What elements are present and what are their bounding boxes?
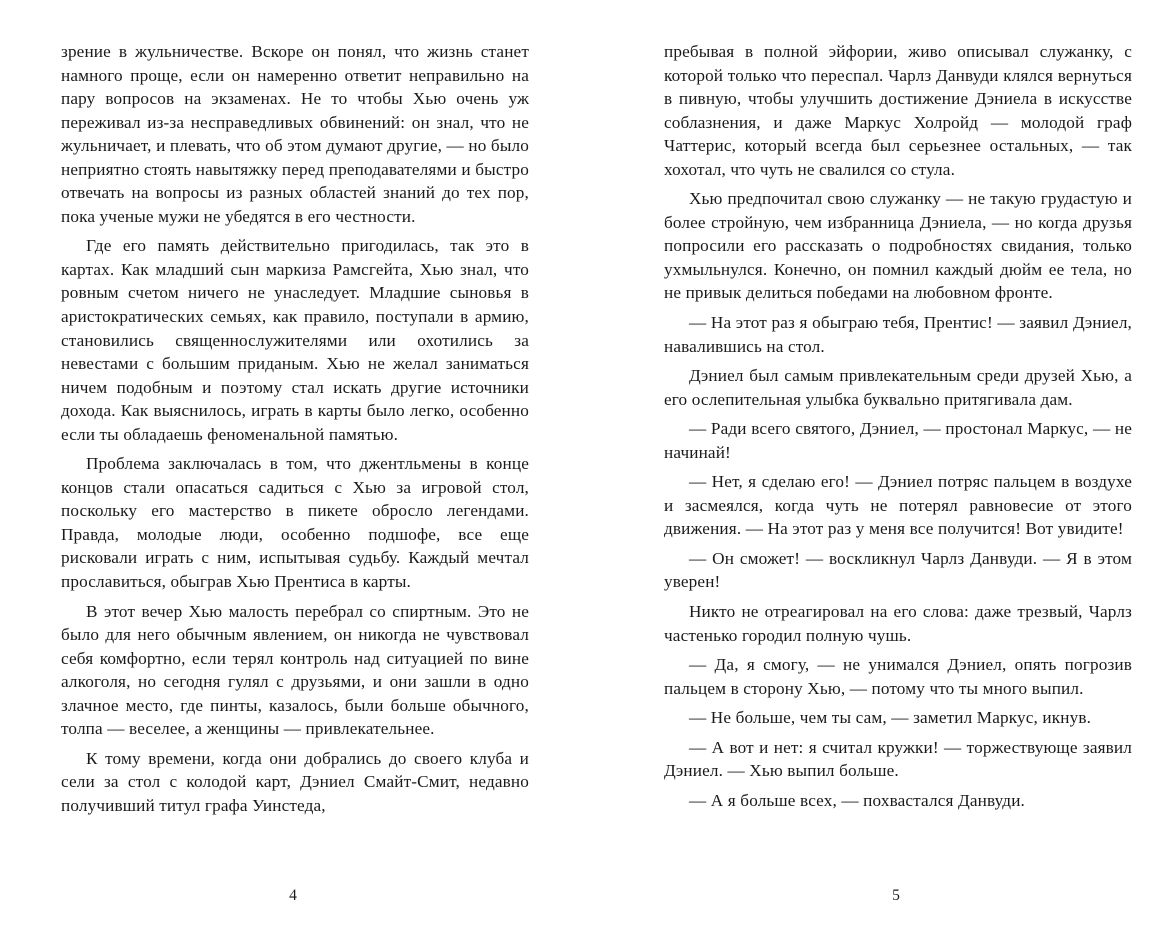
paragraph: — Нет, я сделаю его! — Дэниел потряс пальцем в воздухе и засмеялся, когда чуть не потерял равновесие от этого движения. — На этот раз у меня все получится! Вот увидите! xyxy=(664,472,1132,539)
paragraph: пребывая в полной эйфории, живо описывал служанку, с которой только что переспал. Чарлз Данвуди клялся вернуться в пивную, чтобы улучшить достижение Дэниела в искусстве соблазнения, и даже Маркус Холройд — молодой граф Чаттерис, который всегда был серьезнее остальных, — так хохотал, что чуть не свалился со стула. xyxy=(664,42,1132,179)
paragraph: — Да, я смогу, — не унимался Дэниел, опять погрозив пальцем в сторону Хью, — потому что ты много выпил. xyxy=(664,655,1132,698)
paragraph: — Не больше, чем ты сам, — заметил Маркус, икнув. xyxy=(689,708,1092,728)
paragraph: — А я больше всех, — похвастался Данвуди. xyxy=(689,790,1026,810)
paragraph: Проблема заключалась в том, что джентльмены в конце концов стали опасаться садиться с Хью за игровой стол, поскольку его мастерство в пикете обросло легендами. Правда, молодые люди, особенно подшофе, все еще рисковали играть с ним, испытывая судьбу. Каждый мечтал прославиться, обыграв Хью Прентиса в карты. xyxy=(61,454,529,592)
paragraph: В этот вечер Хью малость перебрал со спиртным. Это не было для него обычным явлением, он никогда не чувствовал себя комфортно, если терял контроль над ситуацией по вине алкоголя, но сегодня гулял с друзьями, и они зашли в одно злачное место, где пинты, казалось, были больше обычного, толпа — веселее, а женщины — привлекательнее. xyxy=(61,601,529,739)
paragraph: К тому времени, когда они добрались до своего клуба и сели за стол с колодой карт, Дэниел Смайт-Смит, недавно получивший титул графа Уинстеда, xyxy=(61,748,529,815)
paragraph: Дэниел был самым привлекательным среди друзей Хью, а его ослепительная улыбка буквально притягивала дам. xyxy=(664,366,1132,409)
paragraph: Хью предпочитал свою служанку — не такую грудастую и более стройную, чем избранница Дэниела, — но когда друзья попросили его рассказать о подробностях свидания, только ухмыльнулся. Конечно, он помнил каждый дюйм ее тела, но не привык делиться победами на любовном фронте. xyxy=(664,189,1132,303)
paragraph: — Он сможет! — воскликнул Чарлз Данвуди. — Я в этом уверен! xyxy=(664,548,1132,592)
left-page-text xyxy=(61,40,529,824)
paragraph: Где его память действительно пригодилась, так это в картах. Как младший сын маркиза Рамсгейта, Хью знал, что ровным счетом ничего не унаследует. Младшие сыновья в аристократических семьях, как правило, поступали в армию, становились священнослужителями или охотились за невестами с большим приданым. Хью не желал заниматься ничем подобным и поэтому стал искать другие источники дохода. Как выяснилось, играть в карты было легко, особенно если ты обладаешь феноменальной памятью. xyxy=(61,236,529,444)
page-number-right: 5 xyxy=(892,887,900,904)
paragraph: — Ради всего святого, Дэниел, — простонал Маркус, — не начинай! xyxy=(664,419,1132,462)
paragraph: зрение в жульничестве. Вскоре он понял, что жизнь станет намного проще, если он намеренно ответит неправильно на пару вопросов на экзаменах. Не то чтобы Хью очень уж переживал из-за несправедливых обвинений: он знал, что не жульничает, и плевать, что об этом думают другие, — но было неприятно стоять навытяжку перед преподавателями и быстро отвечать на вопросы из разных областей знаний до тех пор, пока ученые мужи не убедятся в его честности. xyxy=(61,42,529,226)
right-page-text xyxy=(664,40,1132,818)
paragraph: — А вот и нет: я считал кружки! — торжествующе заявил Дэниел. — Хью выпил больше. xyxy=(664,737,1132,781)
paragraph: — На этот раз я обыграю тебя, Прентис! — заявил Дэниел, навалившись на стол. xyxy=(664,313,1132,356)
page-number-left: 4 xyxy=(289,887,297,904)
paragraph: Никто не отреагировал на его слова: даже трезвый, Чарлз частенько городил полную чушь. xyxy=(664,602,1132,645)
